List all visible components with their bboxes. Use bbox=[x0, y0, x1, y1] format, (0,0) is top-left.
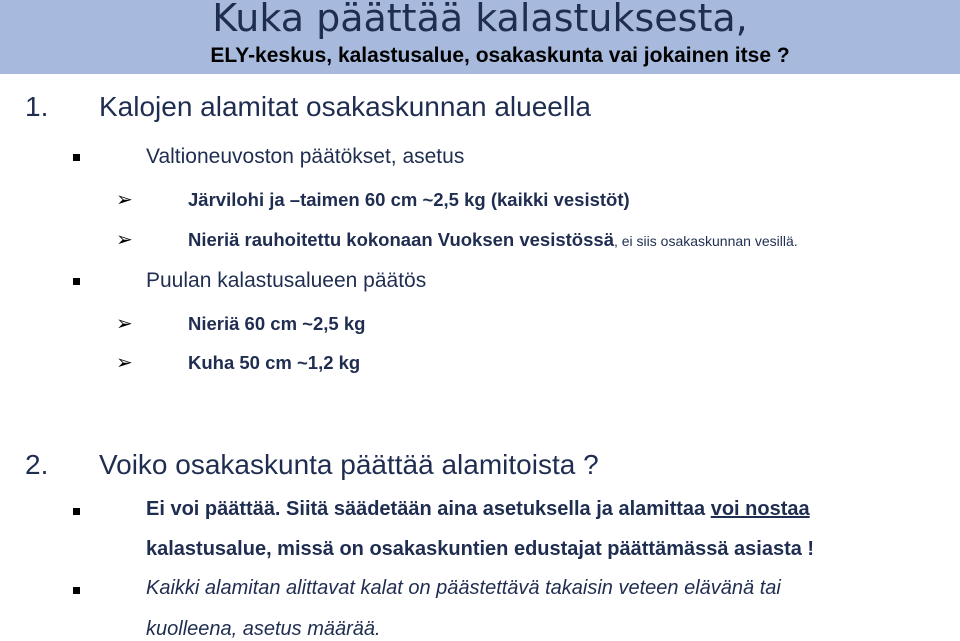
kaikki-alamitan-line-2: kuolleena, asetus määrää. bbox=[146, 618, 381, 640]
voi-nostaa-text: voi nostaa bbox=[710, 498, 810, 520]
arrow-bullet-icon: ➢ bbox=[116, 352, 133, 374]
nieria-note-text: , ei siis osakaskunnan vesillä. bbox=[613, 233, 798, 249]
section-2-heading: Voiko osakaskunta päättää alamitoista ? bbox=[99, 449, 599, 480]
page-title: Kuka päättää kalastuksesta, bbox=[212, 0, 748, 40]
section-2-number: 2. bbox=[25, 449, 49, 480]
sub-item-nieria-rauhoitettu bbox=[188, 229, 798, 251]
nieria-rauhoitettu-text: Nieriä rauhoitettu kokonaan Vuoksen vesistössä bbox=[188, 229, 614, 250]
title-banner bbox=[0, 0, 960, 74]
bullet-kaikki-alamitan: Kaikki alamitan alittavat kalat on päästettävä takaisin veteen elävänä tai bbox=[146, 577, 781, 599]
page-subtitle: ELY-keskus, kalastusalue, osakaskunta vai jokainen itse ? bbox=[210, 44, 790, 67]
sub-item-kuha: Kuha 50 cm ~1,2 kg bbox=[188, 352, 361, 373]
square-bullet-icon bbox=[73, 278, 80, 285]
ei-voi-paattaa-line-2: kalastusalue, missä on osakaskuntien edustajat päättämässä asiasta ! bbox=[146, 538, 815, 560]
ei-voi-paattaa-text: Ei voi päättää. Siitä säädetään aina asetuksella ja alamittaa bbox=[146, 498, 711, 520]
square-bullet-icon bbox=[73, 154, 80, 161]
arrow-bullet-icon: ➢ bbox=[116, 229, 133, 251]
square-bullet-icon bbox=[73, 508, 80, 515]
bullet-valtioneuvosto: Valtioneuvoston päätökset, asetus bbox=[146, 145, 465, 168]
section-1-heading: Kalojen alamitat osakaskunnan alueella bbox=[99, 91, 591, 122]
bullet-puulan-paatos: Puulan kalastusalueen päätös bbox=[146, 269, 427, 292]
square-bullet-icon bbox=[73, 587, 80, 594]
arrow-bullet-icon: ➢ bbox=[116, 189, 133, 211]
sub-item-jarvilohi: Järvilohi ja –taimen 60 cm ~2,5 kg (kaikki vesistöt) bbox=[188, 189, 630, 210]
section-1-number: 1. bbox=[25, 91, 49, 122]
arrow-bullet-icon: ➢ bbox=[116, 313, 133, 335]
sub-item-nieria: Nieriä 60 cm ~2,5 kg bbox=[188, 313, 366, 334]
bullet-ei-voi-paattaa bbox=[146, 498, 810, 521]
